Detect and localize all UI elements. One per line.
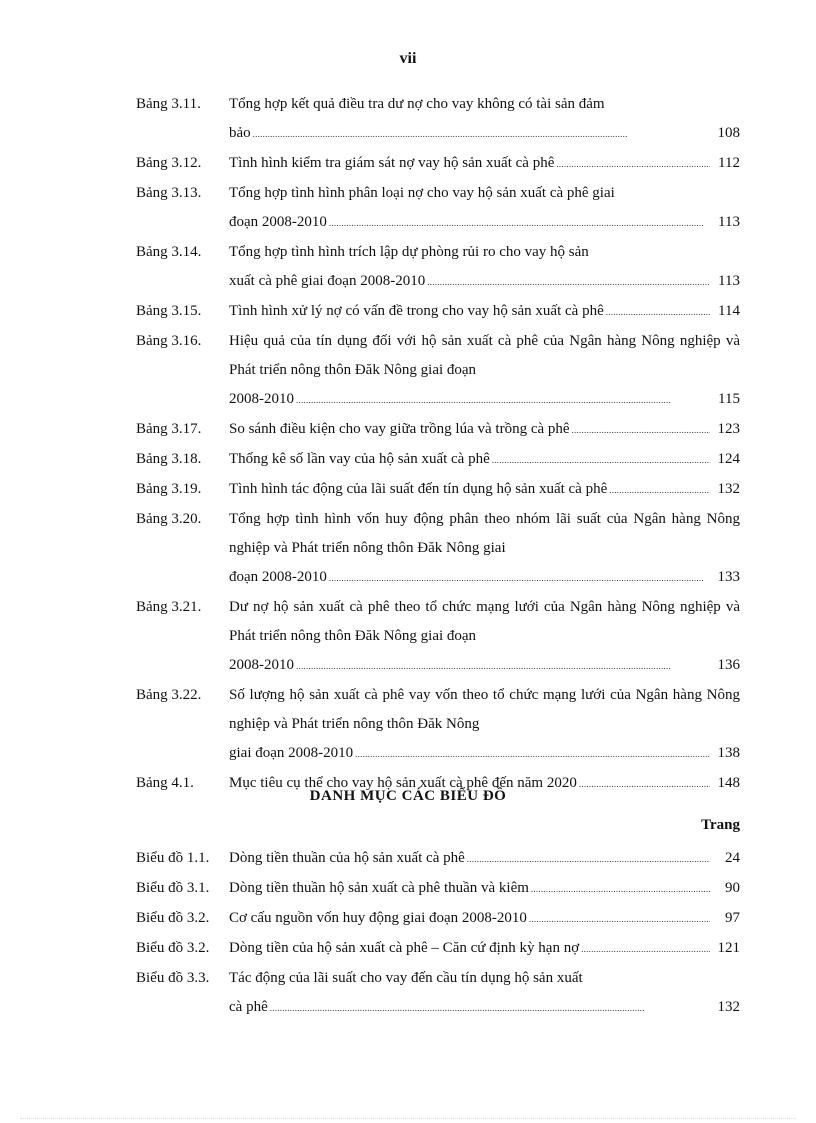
table-entry-label: Bảng 3.20. [136, 511, 202, 527]
figure-entry-label: Biểu đồ 3.1. [136, 880, 210, 896]
table-entry-page: 113 [718, 214, 740, 230]
table-entry-title-end: bảo [229, 125, 251, 141]
table-entry-label: Bảng 3.11. [136, 96, 201, 112]
table-entry-title-end: đoạn 2008-2010 [229, 214, 327, 230]
dot-leader [329, 563, 710, 593]
table-entry-label: Bảng 3.17. [136, 421, 202, 437]
dot-leader [329, 208, 710, 238]
table-entry-page: 148 [717, 775, 740, 791]
figure-entry-title-end: Cơ cấu nguồn vốn huy động giai đoạn 2008-2010 [229, 910, 527, 926]
table-entry [136, 475, 740, 505]
table-entry [136, 327, 740, 415]
dot-leader [556, 149, 710, 179]
table-entry-label: Bảng 3.21. [136, 599, 202, 615]
table-entry-title-end: Mục tiêu cụ thể cho vay hộ sản xuất cà phê đến năm 2020 [229, 775, 577, 791]
table-entry-page: 123 [717, 421, 740, 437]
table-entry-title-end: Tình hình kiểm tra giám sát nợ vay hộ sản xuất cà phê [229, 155, 555, 171]
table-entry [136, 415, 740, 445]
figure-entry-page: 90 [725, 880, 740, 896]
table-entry [136, 238, 740, 297]
table-entry-label: Bảng 3.22. [136, 687, 202, 703]
figure-entry-label: Biểu đồ 3.2. [136, 940, 210, 956]
table-entry-label: Bảng 3.18. [136, 451, 202, 467]
table-entry [136, 505, 740, 593]
table-entry-label: Bảng 3.19. [136, 481, 202, 497]
table-entry-title: Tổng hợp tình hình vốn huy động phân theo nhóm lãi suất của Ngân hàng Nông nghiệp và Phát triển nông thôn Đăk Nông giai [229, 511, 740, 556]
table-entry-title-end: So sánh điều kiện cho vay giữa trồng lúa và trồng cà phê [229, 421, 570, 437]
list-of-figures [136, 844, 740, 1023]
figure-entry-label: Biểu đồ 3.2. [136, 910, 210, 926]
table-entry-page: 133 [717, 569, 740, 585]
figure-entry-page: 97 [725, 910, 740, 926]
figure-entry-title-end: Dòng tiền thuần hộ sản xuất cà phê thuần và kiêm [229, 880, 529, 896]
table-entry-label: Bảng 3.13. [136, 185, 202, 201]
table-entry-page: 138 [717, 745, 740, 761]
table-entry-title: Tổng hợp tình hình phân loại nợ cho vay hộ sản xuất cà phê giai [229, 185, 615, 201]
figure-entry-page: 121 [717, 940, 740, 956]
table-entry-page: 132 [717, 481, 740, 497]
figure-entry-title-end: cà phê [229, 999, 268, 1015]
table-entry-page: 124 [717, 451, 740, 467]
table-entry [136, 445, 740, 475]
table-entry-title: Dư nợ hộ sản xuất cà phê theo tổ chức mạng lưới của Ngân hàng Nông nghiệp và Phát triển nông thôn Đăk Nông giai đoạn [229, 599, 740, 644]
table-entry-label: Bảng 3.15. [136, 303, 202, 319]
dot-leader [609, 475, 710, 505]
table-entry [136, 149, 740, 179]
figure-entry [136, 844, 740, 874]
table-entry-label: Bảng 3.12. [136, 155, 202, 171]
dot-leader [467, 844, 710, 874]
table-entry [136, 593, 740, 681]
figure-entry-title: Tác động của lãi suất cho vay đến cầu tín dụng hộ sản xuất [229, 970, 583, 986]
figure-entry-page: 24 [725, 850, 740, 866]
dot-leader [253, 119, 710, 149]
table-entry-title-end: đoạn 2008-2010 [229, 569, 327, 585]
table-entry-title: Tổng hợp kết quả điều tra dư nợ cho vay không có tài sản đảm [229, 96, 605, 112]
table-entry-title: Hiệu quả của tín dụng đối với hộ sản xuất cà phê của Ngân hàng Nông nghiệp và Phát triển nông thôn Đăk Nông giai đoạn [229, 333, 740, 378]
dot-leader [572, 415, 710, 445]
table-entry-title-end: Tình hình tác động của lãi suất đến tín dụng hộ sản xuất cà phê [229, 481, 608, 497]
table-entry-label: Bảng 3.16. [136, 333, 202, 349]
table-entry-page: 112 [718, 155, 740, 171]
page-column-header: Trang [701, 817, 740, 833]
dot-leader [355, 739, 710, 769]
table-entry-page: 108 [717, 125, 740, 141]
table-entry-page: 115 [718, 391, 740, 407]
figure-entry-page: 132 [717, 999, 740, 1015]
dot-leader [492, 445, 710, 475]
dot-leader [529, 904, 710, 934]
dot-leader [270, 993, 710, 1023]
table-entry-title-end: 2008-2010 [229, 391, 294, 407]
figure-entry-label: Biểu đồ 3.3. [136, 970, 210, 986]
list-of-tables [136, 90, 740, 799]
dot-leader [581, 934, 710, 964]
table-entry [136, 297, 740, 327]
table-entry-title-end: xuất cà phê giai đoạn 2008-2010 [229, 273, 426, 289]
table-entry-title-end: giai đoạn 2008-2010 [229, 745, 354, 761]
table-entry-title: Số lượng hộ sản xuất cà phê vay vốn theo tổ chức mạng lưới của Ngân hàng Nông nghiệp và Phát triển nông thôn Đăk Nông [229, 687, 740, 732]
table-entry [136, 90, 740, 149]
figure-entry-label: Biểu đồ 1.1. [136, 850, 210, 866]
table-entry-title-end: Thống kê số lần vay của hộ sản xuất cà phê [229, 451, 490, 467]
table-entry-page: 113 [718, 273, 740, 289]
page-number: vii [399, 50, 417, 67]
dot-leader [296, 651, 710, 681]
table-entry-title-end: Tình hình xử lý nợ có vấn đề trong cho vay hộ sản xuất cà phê [229, 303, 604, 319]
table-entry-label: Bảng 4.1. [136, 775, 194, 791]
table-entry [136, 179, 740, 238]
dot-leader [606, 297, 710, 327]
table-entry-title-end: 2008-2010 [229, 657, 294, 673]
table-entry-title: Tổng hợp tình hình trích lập dự phòng rủi ro cho vay hộ sản [229, 244, 589, 260]
table-entry-label: Bảng 3.14. [136, 244, 202, 260]
figures-heading: DANH MỤC CÁC BIỂU ĐỒ [309, 788, 507, 804]
dot-leader [427, 267, 710, 297]
table-entry [136, 681, 740, 769]
figure-entry [136, 934, 740, 964]
figure-entry-title-end: Dòng tiền thuần của hộ sản xuất cà phê [229, 850, 465, 866]
page-bottom-rule [20, 1118, 796, 1119]
dot-leader [296, 385, 710, 415]
table-entry-page: 136 [717, 657, 740, 673]
figure-entry-title-end: Dòng tiền của hộ sản xuất cà phê – Căn cứ định kỳ hạn nợ [229, 940, 580, 956]
figure-entry [136, 904, 740, 934]
figure-entry [136, 874, 740, 904]
dot-leader [531, 874, 710, 904]
table-entry-page: 114 [718, 303, 740, 319]
figure-entry [136, 964, 740, 1023]
